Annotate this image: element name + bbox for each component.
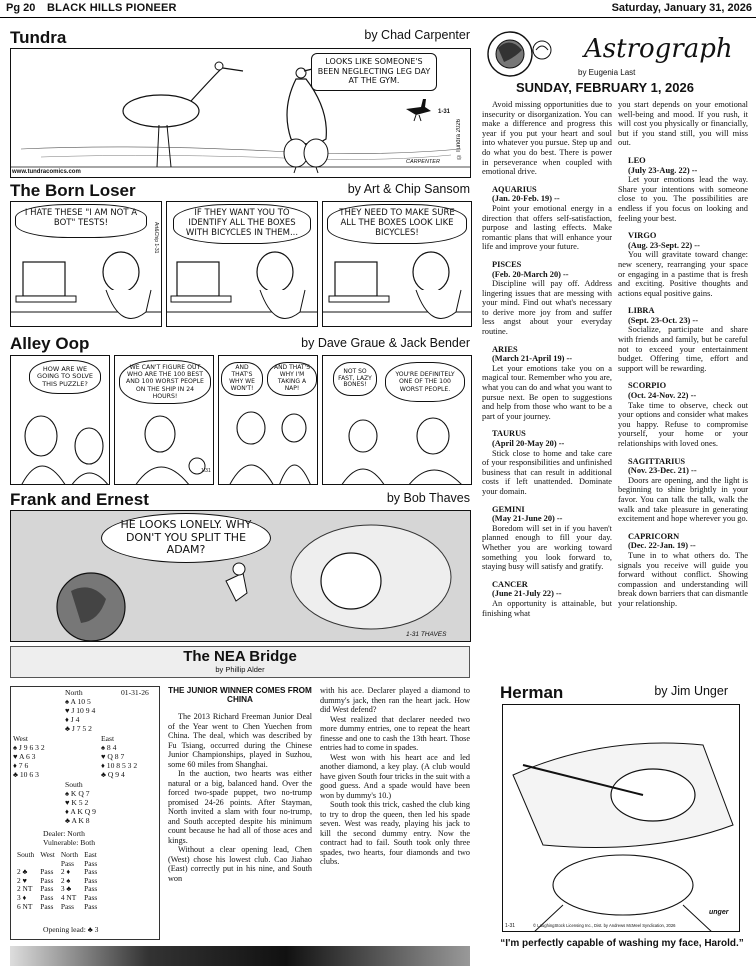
footer-bar [10, 946, 470, 966]
sign-virgo [618, 231, 748, 250]
sign-name: ARIES [492, 344, 518, 354]
south-spades: ♠ K Q 7 [65, 789, 90, 798]
sign-dates: (Sept. 23-Oct. 23) -- [628, 315, 699, 325]
vulnerable: Vulnerable: Both [43, 838, 96, 847]
tundra-signature: CARPENTER [406, 159, 440, 165]
bid: Pass [40, 867, 54, 877]
sign-text: Tune in to what others do. The signals you receive will guide you forward without conflict. Showing compassion and understanding will break down barriers that can dismantle your relationship. [618, 550, 748, 608]
sign-dates: (Oct. 24-Nov. 22) -- [628, 391, 697, 401]
east-hearts: ♥ Q 8 7 [101, 752, 125, 761]
bridge-title: The NEA Bridge [183, 648, 297, 665]
sign-name: SAGITTARIUS [628, 456, 686, 466]
sign-name: PISCES [492, 259, 522, 269]
alley-oop-panel-1 [10, 355, 110, 485]
sign-dates: (March 21-April 19) -- [492, 354, 573, 364]
alley-oop-balloon-6: YOU'RE DEFINITELY ONE OF THE 100 WORST PEOPLE. [385, 362, 465, 402]
west-hearts: ♥ A 6 3 [13, 752, 36, 761]
bridge-paragraph: West won with his heart ace and led another diamond, a key play. (A club would have given South four tricks in the suit with a good guess. And a spade would have been won by dummy's 10.) [320, 752, 470, 800]
bid: 2 ♠ [60, 875, 71, 885]
bridge-paragraph: with his ace. Declarer played a diamond to dummy's jack, then ran the heart jack. How did West defend? [320, 686, 470, 714]
tundra-balloon: LOOKS LIKE SOMEONE'S BEEN NEGLECTING LEG DAY AT THE GYM. [311, 53, 437, 91]
sign-text: Point your emotional energy in a direction that offers self-satisfaction, purpose and lasting effects. Make romantic plans that will enhance your life and improve your future. [482, 203, 612, 252]
bid: Pass [84, 901, 98, 911]
tundra-panel [10, 48, 471, 178]
frank-ernest-byline: by Bob Thaves [386, 491, 470, 505]
tundra-title: Tundra [10, 28, 67, 47]
born-loser-drawing-3 [323, 202, 472, 327]
bid-header: North [60, 850, 79, 859]
opening-lead: Opening lead: ♣ 3 [43, 925, 99, 934]
deal-date: 01-31-26 [121, 688, 149, 697]
west-clubs: ♣ 10 6 3 [13, 770, 39, 779]
alley-oop-balloon-1: HOW ARE WE GOING TO SOLVE THIS PUZZLE? [29, 360, 101, 394]
alley-oop-date-code: 1/31 [201, 468, 211, 474]
born-loser-signature: Art&Chip 1-31 [153, 222, 159, 254]
sign-name: LEO [628, 155, 646, 165]
alley-oop-panel-2 [114, 355, 214, 485]
sign-text: An opportunity is attainable, but finishing what [482, 598, 612, 618]
north-diamonds: ♦ J 4 [65, 715, 80, 724]
alley-oop-balloon-4: AND THAT'S WHY I'M TAKING A NAP! [267, 362, 317, 396]
sign-name: TAURUS [492, 429, 526, 439]
born-loser-drawing-1 [11, 202, 162, 327]
born-loser-panel-2 [166, 201, 318, 327]
bid: Pass [40, 875, 54, 885]
sign-name: CAPRICORN [628, 531, 680, 541]
frank-ernest-title: Frank and Ernest [10, 490, 149, 509]
bid-header: East [84, 850, 97, 859]
astrograph-intro: Avoid missing opportunities due to insecurity or disorganization. You can make a difference and progress this year if you put your heart and soul into whatever you pursue. Step up and do what you do best. There is power in perseverance when coupled with emotional drive. [482, 100, 612, 177]
sign-text: Doors are opening, and the light is beginning to shine brightly in your favor. You can talk the talk, walk the walk and take pleasure in generating excitement and hope wherever you go. [618, 475, 748, 524]
born-loser-drawing-2 [167, 202, 318, 327]
sign-sagittarius [618, 457, 748, 476]
sign-scorpio [618, 381, 748, 400]
east-spades: ♠ 8 4 [101, 743, 117, 752]
bridge-paragraph: West realized that declarer needed two more dummy entries, one to repeat the heart finesse and one to cash the 13th heart. Those entries had to come in spades. [320, 714, 470, 752]
bid: Pass [40, 892, 54, 902]
sign-name: SCORPIO [628, 381, 667, 391]
alley-oop-balloon-2: WE CAN'T FIGURE OUT WHO ARE THE 100 BEST AND 100 WORST PEOPLE ON THE SHIP IN 24 HOURS! [119, 360, 211, 404]
born-loser-balloon-1: I HATE THESE "I AM NOT A BOT" TESTS! [15, 204, 147, 238]
sign-dates: (May 21-June 20) -- [492, 514, 563, 524]
bid: Pass [40, 901, 54, 911]
sign-cancer [482, 580, 612, 599]
sign-pisces [482, 260, 612, 279]
sign-text: Let your emotions take you on a magical tour. Remember who you are, what you can do and what you want to pursue next. Be open to suggestions and help from those who want to be a part of your journey. [482, 363, 612, 421]
astrograph-continuation: you start depends on your emotional well-being and mood. If you rush, it will cost you physically or financially, but if you stand still, you will miss out. [618, 100, 748, 148]
bridge-banner [10, 646, 470, 678]
sign-text: Stick close to home and take care of your responsibilities and unfinished business that can result in additional costs if left unattended. Dominate your domain. [482, 448, 612, 496]
sign-text: Take time to observe, check out your options and consider what makes you happy. Refuse to compromise yourself, your home or your relationships with loved ones. [618, 400, 748, 448]
alley-oop-title: Alley Oop [10, 334, 90, 353]
sign-text: Discipline will pay off. Address lingering issues that are messing with your mind. Find out what's necessary to derive more joy from and suffer less angst about your everyday routine. [482, 279, 612, 337]
alley-oop-byline: by Dave Graue & Jack Bender [301, 336, 470, 350]
bid: 2 NT [17, 884, 33, 894]
bid: Pass [84, 875, 98, 885]
sign-gemini [482, 505, 612, 524]
born-loser-byline: by Art & Chip Sansom [347, 182, 470, 196]
bridge-column-1 [168, 712, 312, 883]
west-label: West [13, 734, 28, 743]
sign-text: Let your emotions lead the way. Share your intentions with someone close to you. The possibilities are endless if you focus on looking and feeling your best. [618, 175, 748, 223]
bridge-paragraph: In the auction, two hearts was either natural or a big, balanced hand. Over the forced two-spade puppet, two no-trump promised 24-26 points. After Stayman, North invited a slam with four no-trump, and South accepted despite his minimum count because he had all of those aces and kings. [168, 769, 312, 845]
astrograph-date: SUNDAY, FEBRUARY 1, 2026 [516, 80, 694, 95]
bid: 3 ♣ [60, 884, 72, 894]
bid-header: South [17, 850, 35, 859]
issue-date: Saturday, January 31, 2026 [611, 2, 752, 14]
born-loser-panel-3 [322, 201, 472, 327]
astrograph-header [476, 24, 756, 104]
bid: Pass [40, 884, 54, 894]
astrograph-column-1 [482, 100, 612, 618]
bridge-byline: by Phillip Alder [215, 665, 265, 674]
herman-copyright: © LaughingStock Licensing Inc., Dist. by Andrews McMeel Syndication, 2026 [533, 923, 676, 928]
sign-aries [482, 345, 612, 364]
page-header [0, 0, 756, 18]
south-label: South [65, 780, 83, 789]
bridge-paragraph: Without a clear opening lead, Chen (West) chose his lowest club. Cao Jiahao (East) correctly put in his nine, and South won [168, 845, 312, 883]
bid: 2 ♦ [60, 867, 71, 877]
newspaper-name: BLACK HILLS PIONEER [47, 2, 177, 14]
west-spades: ♠ J 9 6 3 2 [13, 743, 45, 752]
sign-name: CANCER [492, 579, 528, 589]
east-clubs: ♣ Q 9 4 [101, 770, 125, 779]
bid-row [17, 903, 103, 912]
tundra-website: www.tundracomics.com [12, 169, 81, 175]
north-clubs: ♣ J 7 5 2 [65, 724, 92, 733]
sign-dates: (Nov. 23-Dec. 21) -- [628, 466, 697, 476]
herman-panel [502, 704, 740, 932]
alley-oop-drawing-1 [11, 356, 110, 485]
sign-leo [618, 156, 748, 175]
bridge-column-2 [320, 686, 470, 867]
herman-date-code: 1-31 [505, 923, 516, 929]
bridge-headline: THE JUNIOR WINNER COMES FROM CHINA [168, 686, 312, 705]
alley-oop-balloon-5: NOT SO FAST, LAZY BONES! [333, 362, 377, 396]
bid: Pass [84, 884, 98, 894]
sign-text: Boredom will set in if you haven't planned enough to fill your day. Whether you are working toward something you look forward to, staying busy will satisfy and gratify. [482, 523, 612, 572]
sign-name: LIBRA [628, 306, 655, 316]
west-diamonds: ♦ 7 6 [13, 761, 29, 770]
sign-text: You will gravitate toward change: new scenery, rearranging your space or engaging in a pastime that is fresh and exciting. Positive thoughts and actions equal positive gains. [618, 250, 748, 298]
sign-aquarius [482, 185, 612, 204]
alley-oop-drawing-2 [115, 356, 214, 485]
sign-name: GEMINI [492, 504, 525, 514]
herman-title: Herman [500, 683, 564, 702]
bid: Pass [60, 901, 74, 911]
frank-ernest-balloon: HE LOOKS LONELY. WHY DON'T YOU SPLIT THE ADAM? [101, 513, 271, 563]
east-label: East [101, 734, 115, 743]
bid: Pass [84, 867, 98, 877]
alley-oop-panel-4 [322, 355, 472, 485]
astrograph-byline: by Eugenia Last [578, 68, 636, 77]
born-loser-title: The Born Loser [10, 181, 136, 200]
herman-caption: “I'm perfectly capable of washing my face, Harold.” [500, 938, 744, 949]
sign-dates: (July 23-Aug. 22) -- [628, 165, 698, 175]
bid: 4 NT [60, 892, 77, 902]
sign-name: VIRGO [628, 231, 657, 241]
tundra-copyright: ©Tundra 2026 [456, 119, 462, 159]
sign-dates: (June 21-July 22) -- [492, 589, 562, 599]
sign-capricorn [618, 532, 748, 551]
sign-dates: (April 20-May 20) -- [492, 439, 565, 448]
astrograph-column-2 [618, 100, 748, 609]
sign-taurus [482, 429, 612, 448]
bid-header: West [40, 850, 55, 859]
alley-oop-drawing-4 [323, 356, 472, 485]
north-hearts: ♥ J 10 9 4 [65, 706, 96, 715]
bid: 3 ♦ [17, 892, 27, 902]
south-clubs: ♣ A K 8 [65, 816, 90, 825]
south-diamonds: ♦ A K Q 9 [65, 807, 96, 816]
alley-oop-drawing-3 [219, 356, 318, 485]
page-number: Pg 20 [6, 2, 36, 14]
sign-dates: (Feb. 20-March 20) -- [492, 269, 569, 279]
bid: 2 ♥ [17, 875, 27, 885]
born-loser-panel-1 [10, 201, 162, 327]
herman-byline: by Jim Unger [654, 684, 728, 698]
bid: 6 NT [17, 901, 33, 911]
south-hearts: ♥ K 5 2 [65, 798, 89, 807]
sign-name: AQUARIUS [492, 184, 537, 194]
frank-ernest-signature: 1-31 THAVES [406, 631, 447, 638]
tundra-date-code: 1-31 [438, 109, 451, 115]
sign-dates: (Aug. 23-Sept. 22) -- [628, 240, 700, 250]
bid: Pass [60, 858, 74, 868]
bridge-paragraph: The 2013 Richard Freeman Junior Deal of the Year went to Chen Yuechen from China. The deal, which was described by Fu Tsiang, occurred during the Chinese Junior Championships, played in Suzhou, some 60 miles from Shanghai. [168, 712, 312, 769]
bid: 2 ♣ [17, 867, 28, 877]
sign-text: Socialize, participate and share with friends and family, but be careful not to exceed your entertainment budget. Offering time, effort and support will be rewarding. [618, 325, 748, 373]
bridge-deal-diagram [10, 686, 160, 940]
sign-dates: (Dec. 22-Jan. 19) -- [628, 541, 696, 551]
dealer: Dealer: North [43, 829, 85, 838]
bidding-table [17, 851, 103, 911]
frank-ernest-panel [10, 510, 471, 642]
herman-drawing [503, 705, 740, 932]
astrograph-title: Astrograph [584, 34, 733, 64]
zodiac-icon [484, 28, 560, 80]
alley-oop-balloon-3: AND THAT'S WHY WE WON'T! [221, 362, 263, 396]
sign-dates: (Jan. 20-Feb. 19) -- [492, 194, 560, 204]
frank-ernest-drawing [11, 511, 471, 642]
tundra-byline: by Chad Carpenter [364, 28, 470, 42]
born-loser-balloon-3: THEY NEED TO MAKE SURE ALL THE BOXES LOOK LIKE BICYCLES! [327, 204, 467, 244]
bid: Pass [84, 858, 98, 868]
herman-signature: unger [709, 909, 729, 916]
bridge-paragraph: South took this trick, cashed the club king to try to drop the queen, then led his spade seven. West was ready, playing his jack to kill the second dummy entry. Now the contract had to fail. South took only three spades, two hearts, four diamonds and two clubs. [320, 800, 470, 866]
bid: Pass [84, 892, 98, 902]
north-label: North [65, 688, 83, 697]
north-spades: ♠ A 10 5 [65, 697, 91, 706]
born-loser-balloon-2: IF THEY WANT YOU TO IDENTIFY ALL THE BOXES WITH BICYCLES IN THEM... [173, 204, 311, 244]
east-diamonds: ♦ 10 8 5 3 2 [101, 761, 138, 770]
sign-libra [618, 306, 748, 325]
alley-oop-panel-3 [218, 355, 318, 485]
